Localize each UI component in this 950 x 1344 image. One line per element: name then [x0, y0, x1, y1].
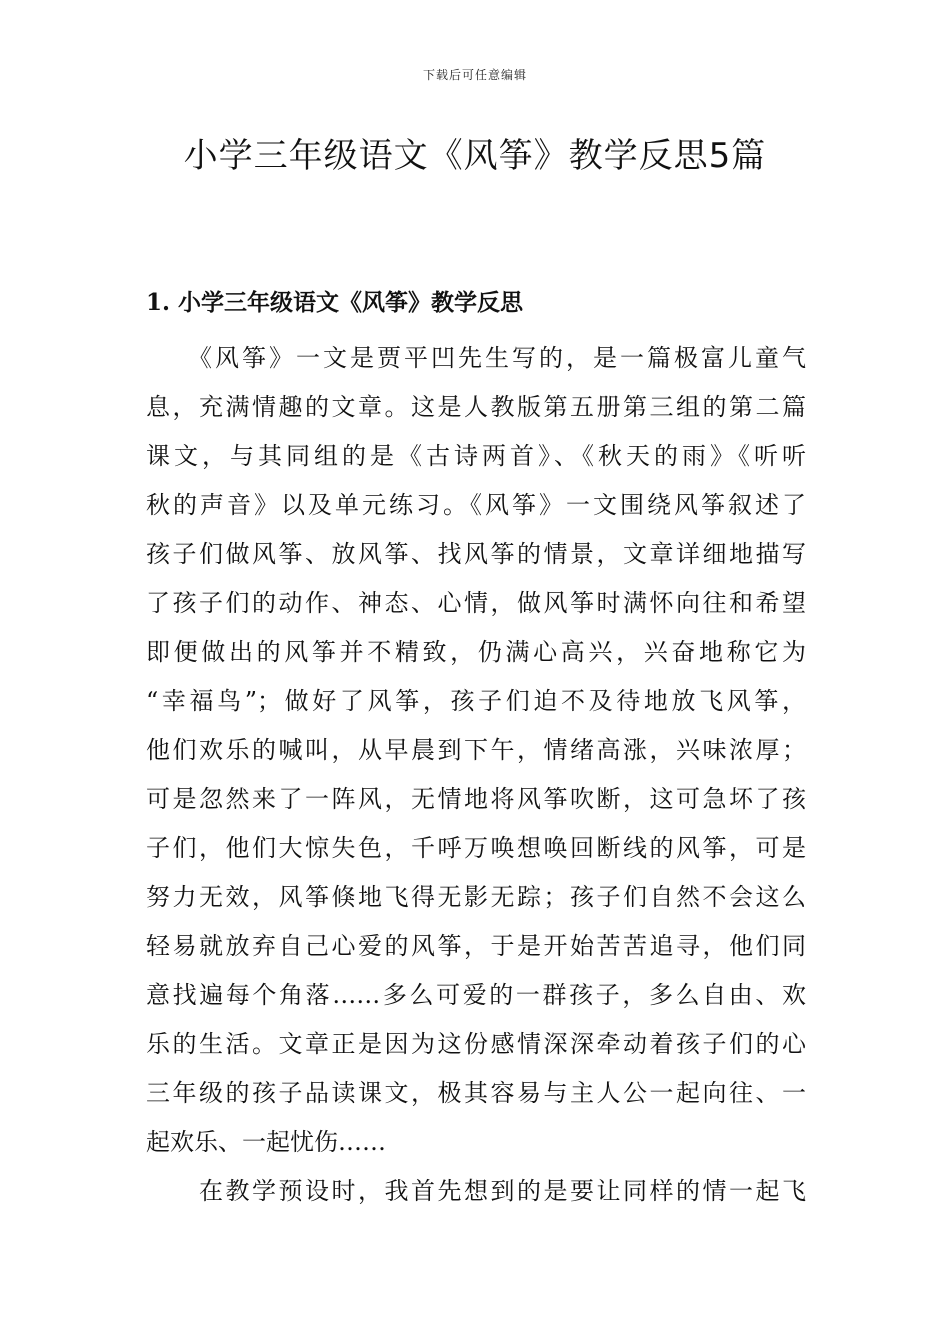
text-line: 孩子们做风筝、放风筝、找风筝的情景，文章详细地描写 [146, 540, 806, 568]
text-line: 意找遍每个角落……多么可爱的一群孩子，多么自由、欢 [146, 981, 806, 1009]
text-line: 秋的声音》以及单元练习。《风筝》一文围绕风筝叙述了 [146, 491, 806, 519]
section-heading: 1. 小学三年级语文《风筝》教学反思 [146, 289, 524, 316]
text-line: 课文，与其同组的是《古诗两首》、《秋天的雨》《听听 [146, 442, 806, 470]
text-line: 在教学预设时，我首先想到的是要让同样的情一起飞 [146, 1177, 806, 1205]
text-line: “幸福鸟”；做好了风筝，孩子们迫不及待地放飞风筝， [146, 687, 806, 715]
text-line: 乐的生活。文章正是因为这份感情深深牵动着孩子们的心 [146, 1030, 806, 1058]
text-line: 起欢乐、一起忧伤…… [146, 1128, 386, 1156]
text-line: 即便做出的风筝并不精致，仍满心高兴，兴奋地称它为 [146, 638, 806, 666]
text-line: 努力无效，风筝倏地飞得无影无踪；孩子们自然不会这么 [146, 883, 806, 911]
header-note: 下载后可任意编辑 [422, 68, 527, 82]
document-title: 小学三年级语文《风筝》教学反思5篇 [183, 136, 767, 176]
text-line: 他们欢乐的喊叫，从早晨到下午，情绪高涨，兴味浓厚； [146, 736, 806, 764]
text-line: 三年级的孩子品读课文，极其容易与主人公一起向往、一 [146, 1079, 806, 1107]
text-line: 了孩子们的动作、神态、心情，做风筝时满怀向往和希望 [146, 589, 806, 617]
text-line: 子们，他们大惊失色，千呼万唤想唤回断线的风筝，可是 [146, 834, 806, 862]
body-text [146, 334, 806, 1216]
text-line: 轻易就放弃自己心爱的风筝，于是开始苦苦追寻，他们同 [146, 932, 806, 960]
text-line: 《风筝》一文是贾平凹先生写的，是一篇极富儿童气 [146, 344, 806, 372]
text-line: 息，充满情趣的文章。这是人教版第五册第三组的第二篇 [146, 393, 806, 421]
text-line: 可是忽然来了一阵风，无情地将风筝吹断，这可急坏了孩 [146, 785, 806, 813]
